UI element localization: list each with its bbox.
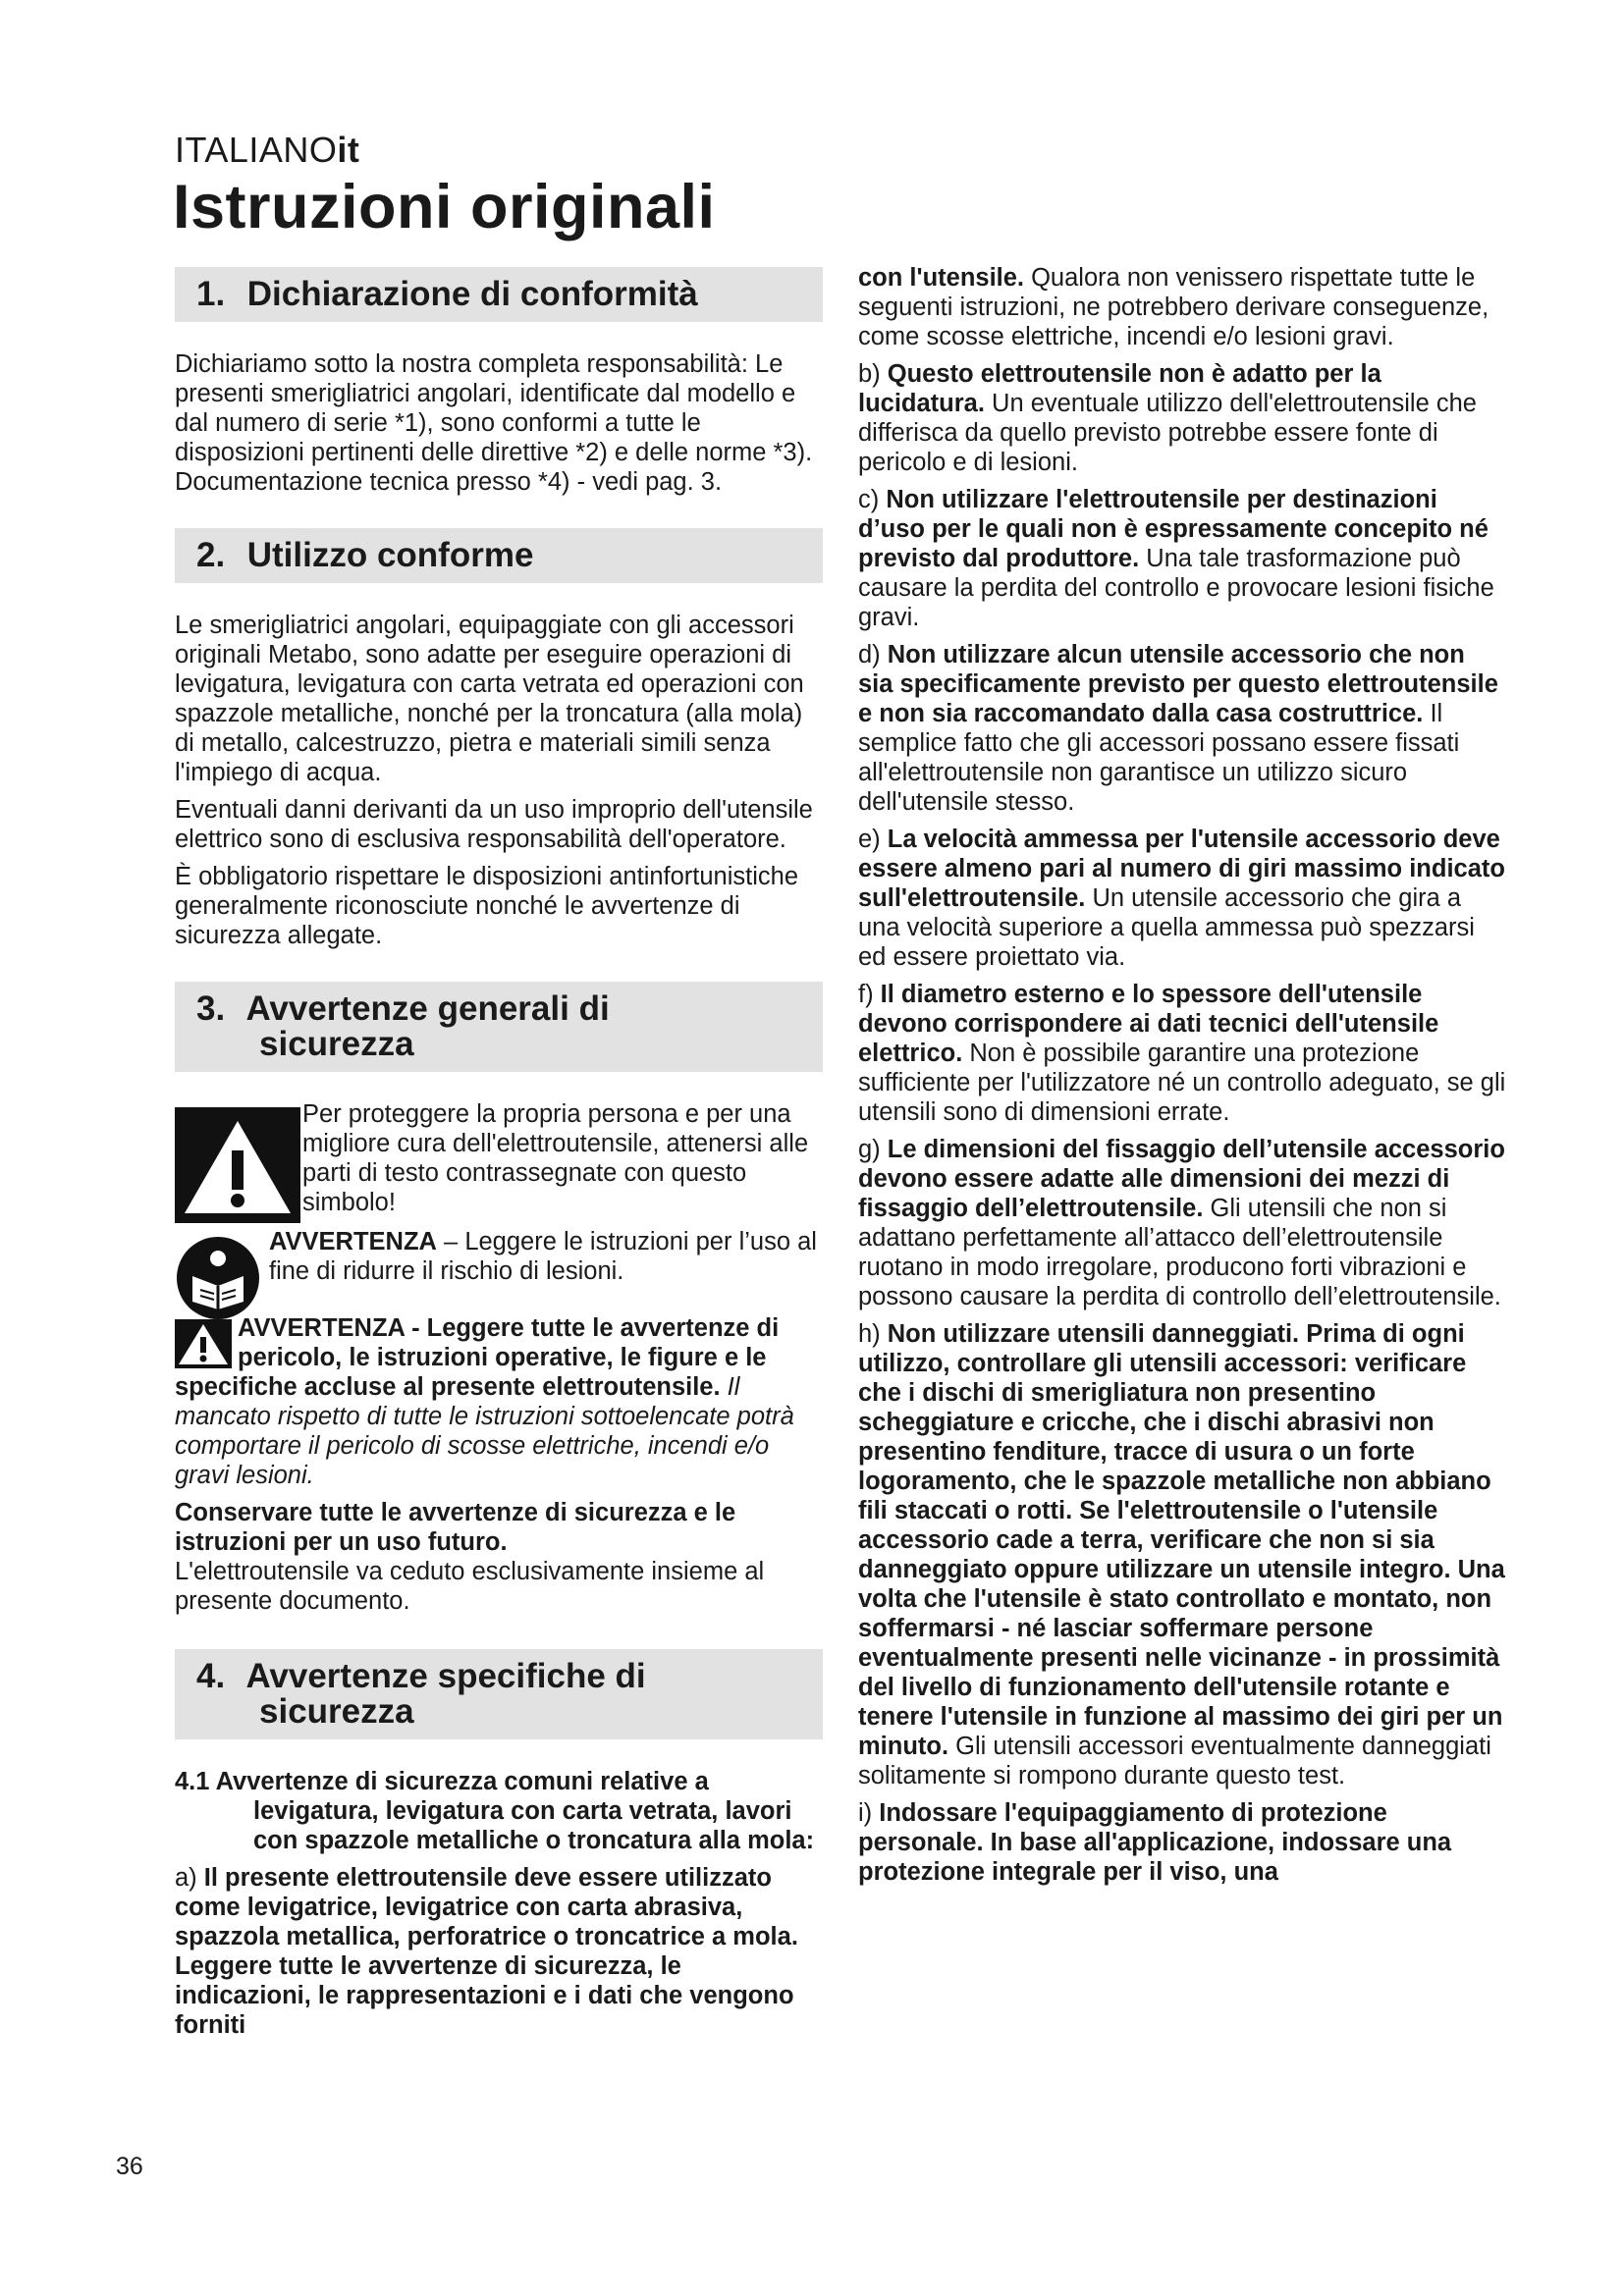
general-warning-bold: AVVERTENZA - Leggere tutte le avvertenze di pericolo, le istruzioni operative, le figure e le specifiche accluse al presente elettroutensile. bbox=[175, 1314, 780, 1401]
item-i: i) Indossare l'equipaggiamento di protezione personale. In base all'applicazione, indossare una protezione integrale per il viso, una bbox=[858, 1799, 1452, 1886]
subsection-4-1-heading: 4.1 Avvertenze di sicurezza comuni relative a levigatura, levigatura con carta vetrata, lavori con spazzole metalliche o troncatura alla mola: bbox=[175, 1768, 815, 1854]
language-code: it bbox=[337, 130, 360, 170]
keep-instructions-text: L'elettroutensile va ceduto esclusivamente insieme al presente documento. bbox=[175, 1558, 765, 1615]
page-number: 36 bbox=[116, 2153, 143, 2180]
warning-symbol-note bbox=[175, 1099, 823, 1219]
general-warning-italic: Il mancato rispetto di tutte le istruzioni sottoelencate potrà comportare il pericolo di scosse elettriche, incendi e/o gravi lesioni. bbox=[175, 1373, 794, 1489]
section-3-heading: 3. Avvertenze generali di sicurezza bbox=[175, 982, 823, 1072]
item-h: h) Non utilizzare utensili danneggiati. Prima di ogni utilizzo, controllare gli utensili accessori: verificare che i dischi di smerigliatura non presentino scheggiature e cricche, che i dischi abrasivi non presentino fenditure, tracce di usura o un forte logoramento, che le spazzole metalliche non abbiano fili staccati o rotti. Se l'elettroutensile o l'utensile accessorio cade a terra, verificare che non si sia danneggiato oppure utilizzare un utensile integro. Una volta che l'utensile è stato controllato e montato, non soffermarsi - né lasciar soffermare persone eventualmente presenti nelle vicinanze - in prossimità del livello di funzionamento dell'utensile rotante e tenere l'utensile in funzione al massimo dei giri per un minuto. Gli utensili accessori eventualmente danneggiati solitamente si rompono durante questo test. bbox=[858, 1320, 1505, 1789]
item-a: a) Il presente elettroutensile deve essere utilizzato come levigatrice, levigatrice con carta abrasiva, spazzola metallica, perforatrice o troncatrice a mola. Leggere tutte le avvertenze di sicurezza, le indicazioni, le rappresentazioni e i dati che vengono forniti bbox=[175, 1864, 798, 2039]
read-manual-text: – Leggere le istruzioni per l’uso al fine di ridurre il rischio di lesioni. bbox=[269, 1228, 817, 1285]
item-d: d) Non utilizzare alcun utensile accessorio che non sia specificamente previsto per questo elettroutensile e non sia raccomandato dalla casa costruttrice. Il semplice fatto che gli accessori possano essere fissati all'elettroutensile non garantisce un utilizzo sicuro dell'utensile stesso. bbox=[858, 641, 1498, 816]
document-title: Istruzioni originali bbox=[173, 173, 716, 241]
section-1-text: Dichiariamo sotto la nostra completa responsabilità: Le presenti smerigliatrici angolari, identificate dal modello e dal numero di serie *1), sono conformi a tutte le disposizioni pertinenti delle direttive *2) e delle norme *3). Documentazione tecnica presso *4) - vedi pag. 3. bbox=[175, 350, 813, 496]
warning-triangle-icon bbox=[175, 1107, 300, 1223]
read-manual-icon bbox=[175, 1235, 261, 1321]
item-b: b) Questo elettroutensile non è adatto per la lucidatura. Un eventuale utilizzo dell'elettroutensile che differisca da quello previsto potrebbe essere fonte di pericolo e di lesioni. bbox=[858, 360, 1477, 476]
section-2-paragraph-2: Eventuali danni derivanti da un uso improprio dell'utensile elettrico sono di esclusiva responsabilità dell'operatore. bbox=[175, 796, 813, 853]
section-2-heading: 2. Utilizzo conforme bbox=[175, 528, 823, 583]
item-e: e) La velocità ammessa per l'utensile accessorio deve essere almeno pari al numero di giri massimo indicato sull'elettroutensile. Un utensile accessorio che gira a una velocità superiore a quella ammessa può spezzarsi ed essere proiettato via. bbox=[858, 826, 1505, 971]
item-g: g) Le dimensioni del fissaggio dell’utensile accessorio devono essere adatte alle dimensioni dei mezzi di fissaggio dell’elettroutensile. Gli utensili che non si adattano perfettamente all’attacco dell’elettroutensile ruotano in modo irregolare, producono forti vibrazioni e possono causare la perdita di controllo dell’elettroutensile. bbox=[858, 1136, 1505, 1310]
warning-symbol-text: Per proteggere la propria persona e per una migliore cura dell'elettroutensile, attenersi alle parti di testo contrassegnate con questo simbolo! bbox=[302, 1100, 809, 1216]
read-manual-note bbox=[175, 1227, 823, 1286]
keep-instructions-bold: Conservare tutte le avvertenze di sicurezza e le istruzioni per un uso futuro. bbox=[175, 1499, 736, 1556]
language-name: ITALIANO bbox=[175, 130, 338, 170]
section-1-heading: 1. Dichiarazione di conformità bbox=[175, 267, 823, 322]
section-2-paragraph-1: Le smerigliatrici angolari, equipaggiate con gli accessori originali Metabo, sono adatte per eseguire operazioni di levigatura, levigatura con carta vetrata ed operazioni con spazzole metalliche, nonché per la troncatura (alla mola) di metallo, calcestruzzo, pietra e materiali simili senza l'impiego di acqua. bbox=[175, 612, 804, 786]
item-a-continued: con l'utensile. Qualora non venissero rispettate tutte le seguenti istruzioni, ne potrebbero derivare conseguenze, come scosse elettriche, incendi e/o lesioni gravi. bbox=[858, 264, 1489, 350]
general-warning-paragraph bbox=[175, 1313, 823, 1490]
read-manual-bold: AVVERTENZA bbox=[269, 1228, 437, 1255]
section-4-heading: 4. Avvertenze specifiche di sicurezza bbox=[175, 1649, 823, 1739]
left-column bbox=[175, 267, 823, 2048]
item-f: f) Il diametro esterno e lo spessore dell'utensile devono corrispondere ai dati tecnici dell'utensile elettrico. Non è possibile garantire una protezione sufficiente per l'utilizzatore né un controllo adeguato, se gli utensili sono di dimensioni errate. bbox=[858, 981, 1506, 1126]
item-c: c) Non utilizzare l'elettroutensile per destinazioni d’uso per le quali non è espressamente concepito né previsto dal produttore. Una tale trasformazione può causare la perdita del controllo e provocare lesioni fisiche gravi. bbox=[858, 486, 1494, 631]
language-label bbox=[175, 130, 359, 171]
right-column bbox=[858, 263, 1506, 1895]
section-2-paragraph-3: È obbligatorio rispettare le disposizioni antinfortunistiche generalmente riconosciute nonché le avvertenze di sicurezza allegate. bbox=[175, 863, 799, 949]
warning-triangle-small-icon bbox=[175, 1319, 232, 1368]
